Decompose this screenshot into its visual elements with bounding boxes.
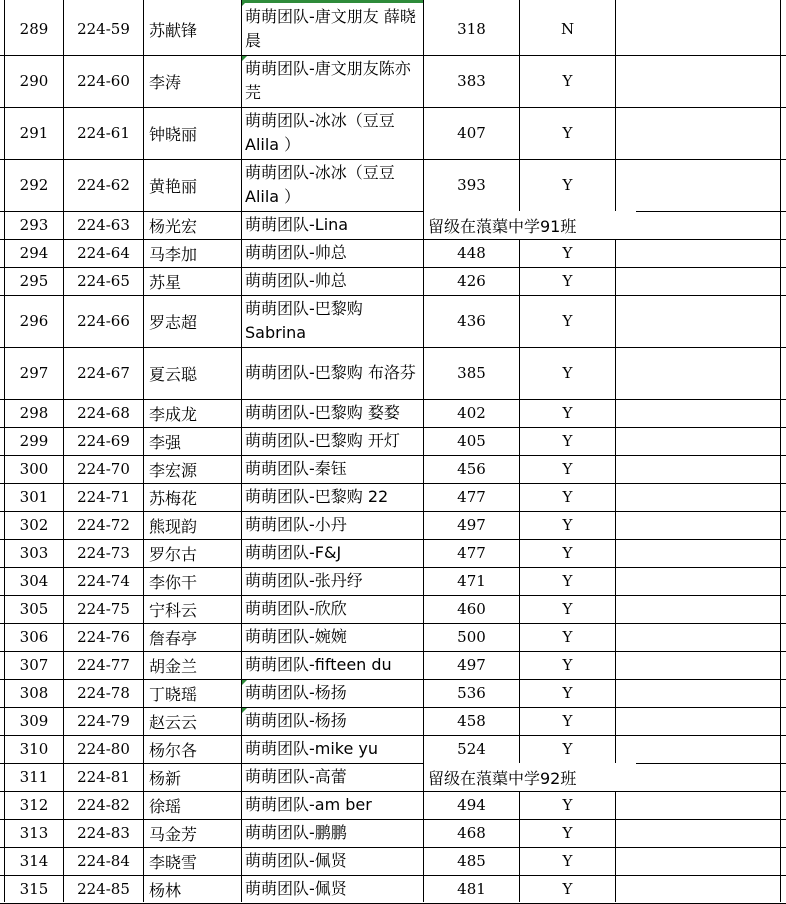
sponsor-cell[interactable]: 萌萌团队-巴黎购 22 bbox=[245, 487, 389, 506]
row-number-cell[interactable]: 295 bbox=[19, 272, 49, 290]
student-name-cell[interactable]: 宁科云 bbox=[149, 600, 198, 620]
row-number-cell[interactable]: 304 bbox=[19, 572, 49, 590]
sponsor-cell[interactable]: 萌萌团队-帅总 bbox=[245, 243, 347, 262]
student-id-cell[interactable]: 224-65 bbox=[77, 272, 130, 290]
row-number-cell[interactable]: 303 bbox=[19, 544, 49, 562]
score-cell[interactable]: 497 bbox=[457, 656, 486, 674]
sponsor-cell[interactable]: 萌萌团队-佩贤 bbox=[245, 879, 347, 898]
row-number-cell[interactable]: 289 bbox=[19, 20, 49, 38]
student-id-cell[interactable]: 224-63 bbox=[77, 216, 130, 234]
student-name-cell[interactable]: 苏献锋 bbox=[149, 20, 198, 40]
student-id-cell[interactable]: 224-67 bbox=[77, 364, 130, 382]
student-id-cell[interactable]: 224-68 bbox=[77, 404, 130, 422]
row-number-cell[interactable]: 312 bbox=[19, 796, 49, 814]
status-flag-cell[interactable]: Y bbox=[562, 124, 573, 142]
student-name-cell[interactable]: 罗志超 bbox=[149, 312, 198, 332]
status-flag-cell[interactable]: Y bbox=[562, 852, 573, 870]
empty-cell[interactable] bbox=[616, 567, 780, 595]
row-number-cell[interactable]: 314 bbox=[19, 852, 49, 870]
student-name-cell[interactable]: 丁晓瑶 bbox=[149, 684, 198, 704]
row-number-cell[interactable]: 313 bbox=[19, 824, 49, 842]
student-id-cell[interactable]: 224-85 bbox=[77, 880, 130, 898]
sponsor-cell[interactable]: 萌萌团队-佩贤 bbox=[245, 851, 347, 870]
status-flag-cell[interactable]: Y bbox=[562, 460, 573, 478]
score-cell[interactable]: 471 bbox=[457, 572, 486, 590]
empty-cell[interactable] bbox=[616, 651, 780, 679]
sponsor-cell[interactable]: 萌萌团队-杨扬 bbox=[245, 683, 347, 702]
status-flag-cell[interactable]: Y bbox=[562, 656, 573, 674]
student-id-cell[interactable]: 224-78 bbox=[77, 684, 130, 702]
status-flag-cell[interactable]: Y bbox=[562, 572, 573, 590]
student-id-cell[interactable]: 224-74 bbox=[77, 572, 130, 590]
score-cell[interactable]: 383 bbox=[457, 72, 486, 90]
grid-column-line bbox=[780, 0, 781, 902]
score-cell[interactable]: 402 bbox=[457, 404, 486, 422]
sponsor-cell[interactable]: 萌萌团队-巴黎购 婺婺 bbox=[245, 403, 400, 422]
student-name-cell[interactable]: 李强 bbox=[149, 432, 182, 452]
row-number-cell[interactable]: 310 bbox=[19, 740, 49, 758]
row-number-cell[interactable]: 291 bbox=[19, 124, 49, 142]
score-cell[interactable]: 458 bbox=[457, 712, 486, 730]
student-id-cell[interactable]: 224-70 bbox=[77, 460, 130, 478]
student-name-cell[interactable]: 夏云聪 bbox=[149, 364, 198, 384]
empty-cell[interactable] bbox=[616, 267, 780, 295]
student-name-cell[interactable]: 马李加 bbox=[149, 244, 198, 264]
empty-cell[interactable] bbox=[616, 295, 780, 347]
empty-cell[interactable] bbox=[616, 455, 780, 483]
score-cell[interactable]: 494 bbox=[457, 796, 486, 814]
sponsor-cell[interactable]: 萌萌团队-巴黎购 开灯 bbox=[245, 431, 400, 450]
student-name-cell[interactable]: 李宏源 bbox=[149, 460, 198, 480]
sponsor-cell[interactable]: 萌萌团队-am ber bbox=[245, 795, 372, 814]
row-number-cell[interactable]: 315 bbox=[19, 880, 49, 898]
student-name-cell[interactable]: 赵云云 bbox=[149, 712, 198, 732]
status-flag-cell[interactable]: Y bbox=[562, 712, 573, 730]
empty-cell[interactable] bbox=[616, 511, 780, 539]
status-flag-cell[interactable]: Y bbox=[562, 432, 573, 450]
empty-cell[interactable] bbox=[616, 55, 780, 107]
score-cell[interactable]: 477 bbox=[457, 544, 486, 562]
student-id-cell[interactable]: 224-73 bbox=[77, 544, 130, 562]
note-cell[interactable]: 留级在蒗蕖中学92班 bbox=[424, 763, 636, 791]
score-cell[interactable]: 318 bbox=[457, 20, 486, 38]
selected-column-indicator bbox=[242, 0, 423, 3]
student-name-cell[interactable]: 李涛 bbox=[149, 72, 182, 92]
student-name-cell[interactable]: 钟晓丽 bbox=[149, 124, 198, 144]
empty-cell[interactable] bbox=[616, 107, 780, 159]
empty-cell[interactable] bbox=[616, 3, 780, 55]
status-flag-cell[interactable]: Y bbox=[562, 740, 573, 758]
status-flag-cell[interactable]: Y bbox=[562, 544, 573, 562]
empty-cell[interactable] bbox=[616, 211, 780, 239]
score-cell[interactable]: 524 bbox=[457, 740, 486, 758]
status-flag-cell[interactable]: Y bbox=[562, 72, 573, 90]
row-number-cell[interactable]: 293 bbox=[19, 216, 49, 234]
sponsor-cell[interactable]: 萌萌团队-小丹 bbox=[245, 515, 347, 534]
score-cell[interactable]: 393 bbox=[457, 176, 486, 194]
row-number-cell[interactable]: 292 bbox=[19, 176, 49, 194]
score-cell[interactable]: 385 bbox=[457, 364, 486, 382]
student-name-cell[interactable]: 黄艳丽 bbox=[149, 176, 198, 196]
cell-comment-marker-icon bbox=[242, 708, 247, 713]
sponsor-cell[interactable]: 萌萌团队-fifteen du bbox=[245, 655, 392, 674]
student-name-cell[interactable]: 熊现韵 bbox=[149, 516, 198, 536]
score-cell[interactable]: 468 bbox=[457, 824, 486, 842]
row-number-cell[interactable]: 300 bbox=[19, 460, 49, 478]
empty-cell[interactable] bbox=[616, 399, 780, 427]
student-id-cell[interactable]: 224-62 bbox=[77, 176, 130, 194]
student-id-cell[interactable]: 224-77 bbox=[77, 656, 130, 674]
sponsor-cell[interactable]: 萌萌团队-冰冰（豆豆Alila ） bbox=[245, 163, 395, 206]
sponsor-cell[interactable]: 萌萌团队-冰冰（豆豆Alila ） bbox=[245, 111, 395, 154]
cell-comment-marker-icon bbox=[242, 56, 247, 61]
student-id-cell[interactable]: 224-76 bbox=[77, 628, 130, 646]
empty-cell[interactable] bbox=[616, 847, 780, 875]
empty-cell[interactable] bbox=[616, 819, 780, 847]
student-name-cell[interactable]: 杨新 bbox=[149, 768, 182, 788]
student-name-cell[interactable]: 杨尔各 bbox=[149, 740, 198, 760]
status-flag-cell[interactable]: Y bbox=[562, 404, 573, 422]
sponsor-cell[interactable]: 萌萌团队-张丹纾 bbox=[245, 571, 363, 590]
student-id-cell[interactable]: 224-81 bbox=[77, 768, 130, 786]
row-number-cell[interactable]: 299 bbox=[19, 432, 49, 450]
score-cell[interactable]: 426 bbox=[457, 272, 486, 290]
sponsor-cell[interactable]: 萌萌团队-欣欣 bbox=[245, 599, 347, 618]
sponsor-cell[interactable]: 萌萌团队-Lina bbox=[245, 215, 349, 234]
cell-comment-marker-icon bbox=[242, 680, 247, 685]
student-id-cell[interactable]: 224-82 bbox=[77, 796, 130, 814]
student-id-cell[interactable]: 224-69 bbox=[77, 432, 130, 450]
status-flag-cell[interactable]: Y bbox=[562, 628, 573, 646]
sponsor-cell[interactable]: 萌萌团队-杨扬 bbox=[245, 711, 347, 730]
empty-cell[interactable] bbox=[616, 707, 780, 735]
sponsor-cell[interactable]: 萌萌团队-婉婉 bbox=[245, 627, 347, 646]
student-id-cell[interactable]: 224-75 bbox=[77, 600, 130, 618]
status-flag-cell[interactable]: Y bbox=[562, 516, 573, 534]
student-id-cell[interactable]: 224-61 bbox=[77, 124, 130, 142]
score-cell[interactable]: 448 bbox=[457, 244, 486, 262]
student-id-cell[interactable]: 224-59 bbox=[77, 20, 130, 38]
student-id-cell[interactable]: 224-72 bbox=[77, 516, 130, 534]
score-cell[interactable]: 481 bbox=[457, 880, 486, 898]
score-cell[interactable]: 407 bbox=[457, 124, 486, 142]
student-name-cell[interactable]: 苏梅花 bbox=[149, 488, 198, 508]
empty-cell[interactable] bbox=[616, 159, 780, 211]
student-id-cell[interactable]: 224-60 bbox=[77, 72, 130, 90]
empty-cell[interactable] bbox=[616, 679, 780, 707]
status-flag-cell[interactable]: N bbox=[560, 20, 575, 38]
empty-cell[interactable] bbox=[616, 735, 780, 763]
status-flag-cell[interactable]: Y bbox=[562, 600, 573, 618]
row-number-cell[interactable]: 294 bbox=[19, 244, 49, 262]
student-name-cell[interactable]: 李成龙 bbox=[149, 404, 198, 424]
status-flag-cell[interactable]: Y bbox=[562, 364, 573, 382]
student-id-cell[interactable]: 224-71 bbox=[77, 488, 130, 506]
row-number-cell[interactable]: 297 bbox=[19, 364, 49, 382]
row-number-cell[interactable]: 309 bbox=[19, 712, 49, 730]
status-flag-cell[interactable]: Y bbox=[562, 796, 573, 814]
empty-cell[interactable] bbox=[616, 427, 780, 455]
empty-cell[interactable] bbox=[616, 239, 780, 267]
empty-cell[interactable] bbox=[616, 347, 780, 399]
empty-cell[interactable] bbox=[616, 875, 780, 903]
score-cell[interactable]: 460 bbox=[457, 600, 486, 618]
student-id-cell[interactable]: 224-66 bbox=[77, 312, 130, 330]
sponsor-cell[interactable]: 萌萌团队-唐文朋友 薛晓晨 bbox=[245, 7, 416, 50]
sponsor-cell[interactable]: 萌萌团队-帅总 bbox=[245, 271, 347, 290]
score-cell[interactable]: 436 bbox=[457, 312, 486, 330]
student-name-cell[interactable]: 马金芳 bbox=[149, 824, 198, 844]
status-flag-cell[interactable]: Y bbox=[562, 824, 573, 842]
student-name-cell[interactable]: 李你干 bbox=[149, 572, 198, 592]
sponsor-cell[interactable]: 萌萌团队-mike yu bbox=[245, 739, 379, 758]
score-cell[interactable]: 536 bbox=[457, 684, 486, 702]
score-cell[interactable]: 497 bbox=[457, 516, 486, 534]
row-number-cell[interactable]: 311 bbox=[19, 768, 49, 786]
sponsor-cell[interactable]: 萌萌团队-唐文朋友陈亦芫 bbox=[245, 59, 411, 102]
status-flag-cell[interactable]: Y bbox=[562, 244, 573, 262]
empty-cell[interactable] bbox=[616, 595, 780, 623]
sponsor-cell[interactable]: 萌萌团队-鹏鹏 bbox=[245, 823, 347, 842]
status-flag-cell[interactable]: Y bbox=[562, 880, 573, 898]
note-cell[interactable]: 留级在蒗蕖中学91班 bbox=[424, 211, 636, 239]
sponsor-cell[interactable]: 萌萌团队-高蕾 bbox=[245, 767, 347, 786]
empty-cell[interactable] bbox=[616, 623, 780, 651]
student-name-cell[interactable]: 李晓雪 bbox=[149, 852, 198, 872]
row-number-cell[interactable]: 308 bbox=[19, 684, 49, 702]
status-flag-cell[interactable]: Y bbox=[562, 272, 573, 290]
status-flag-cell[interactable]: Y bbox=[562, 684, 573, 702]
row-number-cell[interactable]: 290 bbox=[19, 72, 49, 90]
row-number-cell[interactable]: 306 bbox=[19, 628, 49, 646]
status-flag-cell[interactable]: Y bbox=[562, 488, 573, 506]
row-number-cell[interactable]: 307 bbox=[19, 656, 49, 674]
sponsor-cell[interactable]: 萌萌团队-秦钰 bbox=[245, 459, 347, 478]
student-name-cell[interactable]: 苏星 bbox=[149, 272, 182, 292]
student-name-cell[interactable]: 罗尔古 bbox=[149, 544, 198, 564]
student-name-cell[interactable]: 詹春亭 bbox=[149, 628, 198, 648]
score-cell[interactable]: 500 bbox=[457, 628, 486, 646]
student-id-cell[interactable]: 224-84 bbox=[77, 852, 130, 870]
score-cell[interactable]: 477 bbox=[457, 488, 486, 506]
student-id-cell[interactable]: 224-79 bbox=[77, 712, 130, 730]
row-number-cell[interactable]: 298 bbox=[19, 404, 49, 422]
student-name-cell[interactable]: 胡金兰 bbox=[149, 656, 198, 676]
student-name-cell[interactable]: 杨林 bbox=[149, 880, 182, 900]
status-flag-cell[interactable]: Y bbox=[562, 176, 573, 194]
sponsor-cell[interactable]: 萌萌团队-巴黎购 布洛芬 bbox=[245, 363, 416, 382]
row-number-cell[interactable]: 296 bbox=[19, 312, 49, 330]
empty-cell[interactable] bbox=[616, 763, 780, 791]
empty-cell[interactable] bbox=[616, 483, 780, 511]
row-number-cell[interactable]: 305 bbox=[19, 600, 49, 618]
sponsor-cell[interactable]: 萌萌团队-F&J bbox=[245, 543, 342, 562]
student-id-cell[interactable]: 224-83 bbox=[77, 824, 130, 842]
student-name-cell[interactable]: 杨光宏 bbox=[149, 216, 198, 236]
score-cell[interactable]: 405 bbox=[457, 432, 486, 450]
empty-cell[interactable] bbox=[616, 791, 780, 819]
sponsor-cell[interactable]: 萌萌团队-巴黎购Sabrina bbox=[245, 299, 363, 342]
status-flag-cell[interactable]: Y bbox=[562, 312, 573, 330]
empty-cell[interactable] bbox=[616, 539, 780, 567]
score-cell[interactable]: 485 bbox=[457, 852, 486, 870]
score-cell[interactable]: 456 bbox=[457, 460, 486, 478]
student-id-cell[interactable]: 224-64 bbox=[77, 244, 130, 262]
student-id-cell[interactable]: 224-80 bbox=[77, 740, 130, 758]
row-number-cell[interactable]: 301 bbox=[19, 488, 49, 506]
row-number-cell[interactable]: 302 bbox=[19, 516, 49, 534]
student-name-cell[interactable]: 徐瑶 bbox=[149, 796, 182, 816]
